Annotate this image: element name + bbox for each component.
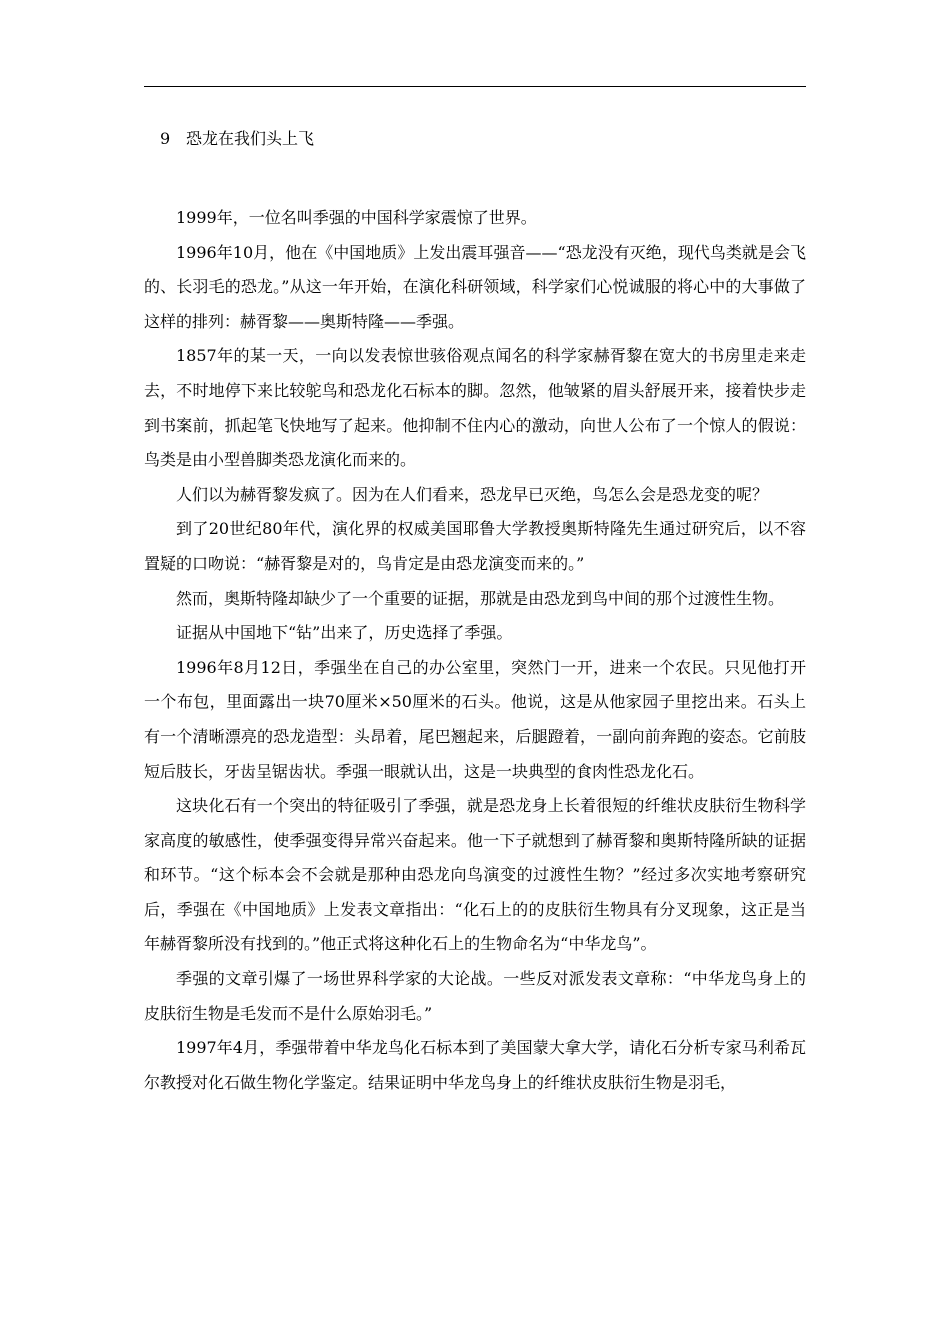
paragraph: 1996年8月12日，季强坐在自己的办公室里，突然门一开，进来一个农民。只见他打开一个布包，里面露出一块70厘米×50厘米的石头。他说，这是从他家园子里挖出来。石头上有一个清晰漂亮的恐龙造型：头昂着，尾巴翘起来，后腿蹬着，一副向前奔跑的姿态。它前肢短后肢长，牙齿呈锯齿状。季强一眼就认出，这是一块典型的食肉性恐龙化石。	[144, 657, 806, 781]
article-body	[144, 201, 806, 1100]
article-title	[160, 128, 314, 150]
paragraph: 季强的文章引爆了一场世界科学家的大论战。一些反对派发表文章称：“中华龙鸟身上的皮肤衍生物是毛发而不是什么原始羽毛。”	[144, 969, 806, 1023]
paragraph: 1996年10月，他在《中国地质》上发出震耳强音——“恐龙没有灭绝，现代鸟类就是会飞的、长羽毛的恐龙。”从这一年开始，在演化科研领域，科学家们心悦诚服的将心中的大事做了这样的排列：赫胥黎——奥斯特隆——季强。	[144, 242, 806, 331]
paragraph: 1857年的某一天，一向以发表惊世骇俗观点闻名的科学家赫胥黎在宽大的书房里走来走去，不时地停下来比较鸵鸟和恐龙化石标本的脚。忽然，他皱紧的眉头舒展开来，接着快步走到书案前，抓起笔飞快地写了起来。他抑制不住内心的激动，向世人公布了一个惊人的假说：鸟类是由小型兽脚类恐龙演化而来的。	[144, 346, 806, 470]
paragraph: 1997年4月，季强带着中华龙鸟化石标本到了美国蒙大拿大学，请化石分析专家马利希瓦尔教授对化石做生物化学鉴定。结果证明中华龙鸟身上的纤维状皮肤衍生物是羽毛，	[144, 1038, 806, 1092]
article-title-text: 恐龙在我们头上飞	[186, 129, 315, 148]
article-number: 9	[160, 129, 171, 148]
paragraph: 1999年，一位名叫季强的中国科学家震惊了世界。	[176, 208, 537, 227]
paragraph: 证据从中国地下“钻”出来了，历史选择了季强。	[176, 623, 513, 643]
header-rule	[144, 86, 806, 87]
paragraph: 到了20世纪80年代，演化界的权威美国耶鲁大学教授奥斯特隆先生通过研究后，以不容置疑的口吻说：“赫胥黎是对的，鸟肯定是由恐龙演变而来的。”	[144, 519, 806, 573]
paragraph: 这块化石有一个突出的特征吸引了季强，就是恐龙身上长着很短的纤维状皮肤衍生物科学家高度的敏感性，使季强变得异常兴奋起来。他一下子就想到了赫胥黎和奥斯特隆所缺的证据和环节。“这个标本会不会就是那种由恐龙向鸟演变的过渡性生物？”经过多次实地考察研究后，季强在《中国地质》上发表文章指出：“化石上的的皮肤衍生物具有分叉现象，这正是当年赫胥黎所没有找到的。”他正式将这种化石上的生物命名为“中华龙鸟”。	[144, 796, 806, 954]
paragraph: 人们以为赫胥黎发疯了。因为在人们看来，恐龙早已灭绝，鸟怎么会是恐龙变的呢？	[176, 484, 769, 504]
paragraph: 然而，奥斯特隆却缺少了一个重要的证据，那就是由恐龙到鸟中间的那个过渡性生物。	[176, 588, 785, 608]
